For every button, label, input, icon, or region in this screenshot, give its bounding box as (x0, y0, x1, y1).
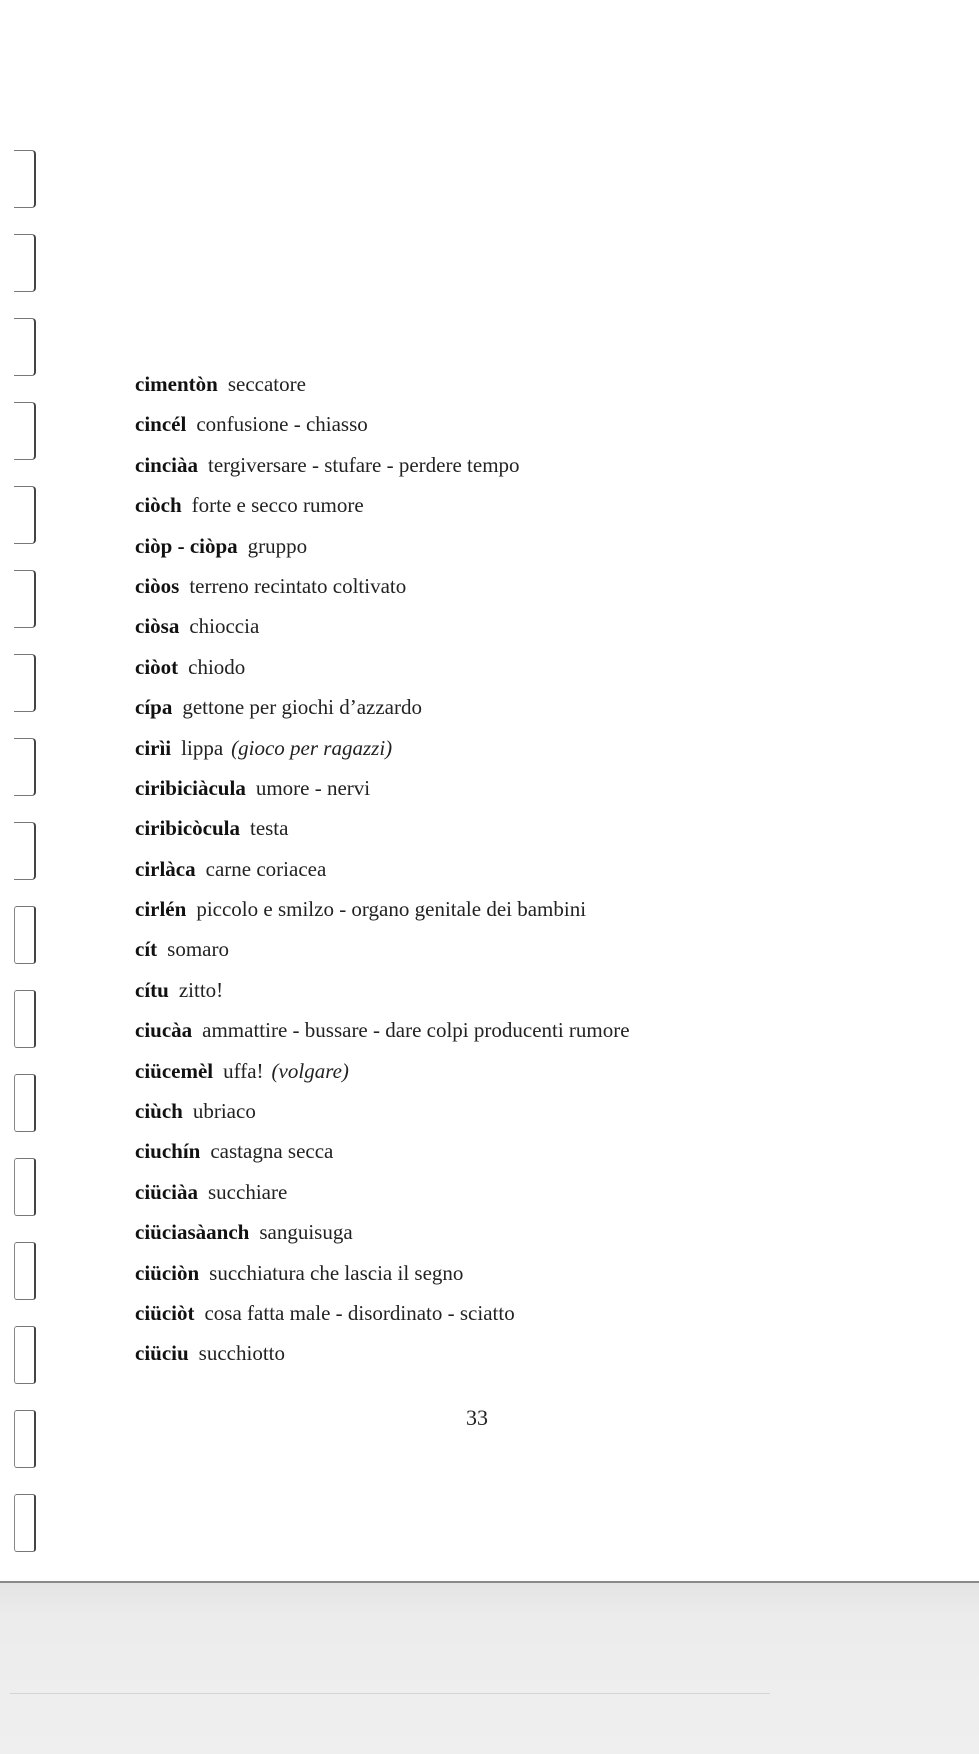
entry-term: ciüciu (135, 1341, 189, 1366)
entry-term: ciücemèl (135, 1058, 214, 1083)
glossary-entry (135, 808, 895, 848)
binding-ring (14, 234, 36, 292)
binding-ring (14, 150, 36, 208)
entry-term: cincél (135, 412, 187, 437)
entry-definition: umore - nervi (255, 775, 371, 800)
entry-definition: forte e secco rumore (191, 493, 364, 518)
entry-term: ciòot (135, 654, 179, 679)
entry-term: cítu (135, 977, 169, 1002)
binding-ring (14, 1326, 36, 1384)
spiral-binding (14, 150, 44, 1590)
entry-term: ciòch (135, 493, 182, 518)
entry-term: ciuchín (135, 1139, 201, 1164)
binding-ring (14, 906, 36, 964)
binding-ring (14, 822, 36, 880)
binding-ring (14, 990, 36, 1048)
entry-definition: zitto! (178, 977, 224, 1002)
glossary-entry (135, 970, 895, 1010)
entry-term: ciòos (135, 573, 180, 598)
entry-definition: succhiatura che lascia il segno (209, 1260, 464, 1285)
entry-definition: sanguisuga (259, 1220, 353, 1245)
entry-definition: succhiare (208, 1179, 288, 1204)
entry-definition: castagna secca (210, 1139, 334, 1164)
entry-term: ciüciòn (135, 1260, 200, 1285)
binding-ring (14, 318, 36, 376)
glossary-entry (135, 849, 895, 889)
page-number: 33 (466, 1405, 488, 1430)
glossary-entry (135, 1131, 895, 1171)
entry-definition: lippa (181, 735, 224, 760)
entry-term: ciòp - ciòpa (135, 533, 238, 558)
glossary-entry (135, 889, 895, 929)
entry-term: cít (135, 937, 158, 962)
entry-definition: ubriaco (192, 1099, 256, 1124)
entry-term: ciüciòt (135, 1300, 195, 1325)
entry-definition: gruppo (247, 533, 308, 558)
entry-term: ciùch (135, 1099, 183, 1124)
entry-term: ciüciàa (135, 1179, 198, 1204)
entry-definition: seccatore (227, 372, 306, 396)
entry-definition: chiodo (188, 654, 246, 679)
glossary-entry (135, 929, 895, 969)
glossary-entry (135, 445, 895, 485)
entry-definition: chioccia (189, 614, 260, 639)
glossary-entry (135, 526, 895, 566)
glossary-entry (135, 1212, 895, 1252)
binding-ring (14, 570, 36, 628)
entry-definition: confusione - chiasso (196, 412, 368, 437)
glossary-entry (135, 1010, 895, 1050)
binding-ring (14, 1074, 36, 1132)
entry-note: (volgare) (271, 1058, 349, 1083)
binding-ring (14, 402, 36, 460)
glossary-entry (135, 1293, 895, 1333)
glossary-entry (135, 606, 895, 646)
glossary-entry (135, 364, 895, 404)
entry-term: ciüciasàanch (135, 1220, 250, 1245)
entry-term: ciribiciàcula (135, 775, 246, 800)
glossary-entry (135, 404, 895, 444)
entry-term: ciòsa (135, 614, 180, 639)
entry-definition: tergiversare - stufare - perdere tempo (208, 452, 520, 477)
glossary-entry (135, 768, 895, 808)
glossary-entry (135, 728, 895, 768)
entry-definition: terreno recintato coltivato (189, 573, 407, 598)
entry-definition: testa (249, 816, 289, 841)
entry-definition: piccolo e smilzo - organo genitale dei bambini (196, 897, 587, 922)
glossary-entry (135, 687, 895, 727)
glossary-entry (135, 1051, 895, 1091)
entry-note: (gioco per ragazzi) (231, 735, 393, 760)
glossary-list (135, 364, 895, 1374)
binding-ring (14, 1158, 36, 1216)
entry-definition: uffa! (223, 1058, 264, 1083)
binding-ring (14, 1242, 36, 1300)
entry-definition: gettone per giochi d’azzardo (182, 695, 422, 720)
binding-ring (14, 654, 36, 712)
entry-term: cinciàa (135, 452, 198, 477)
glossary-entry (135, 1091, 895, 1131)
glossary-entry (135, 647, 895, 687)
entry-term: ciribicòcula (135, 816, 240, 841)
entry-definition: carne coriacea (205, 856, 327, 881)
entry-definition: cosa fatta male - disordinato - sciatto (204, 1300, 515, 1325)
entry-term: cimentòn (135, 372, 218, 396)
glossary-entry (135, 1333, 895, 1373)
entry-term: cirìi (135, 735, 172, 760)
binding-ring (14, 486, 36, 544)
binding-ring (14, 738, 36, 796)
entry-definition: somaro (167, 937, 229, 962)
glossary-entry (135, 566, 895, 606)
glossary-entry (135, 1253, 895, 1293)
glossary-entry (135, 485, 895, 525)
page-bottom-edge (0, 1581, 979, 1754)
binding-ring (14, 1494, 36, 1552)
glossary-entry (135, 1172, 895, 1212)
entry-definition: succhiotto (198, 1341, 285, 1366)
entry-term: cirlén (135, 897, 187, 922)
binding-ring (14, 1410, 36, 1468)
entry-term: ciucàa (135, 1018, 193, 1043)
entry-term: cípa (135, 695, 173, 720)
entry-term: cirlàca (135, 856, 196, 881)
scan-shadow-line (10, 1693, 770, 1694)
entry-definition: ammattire - bussare - dare colpi producenti rumore (202, 1018, 630, 1043)
